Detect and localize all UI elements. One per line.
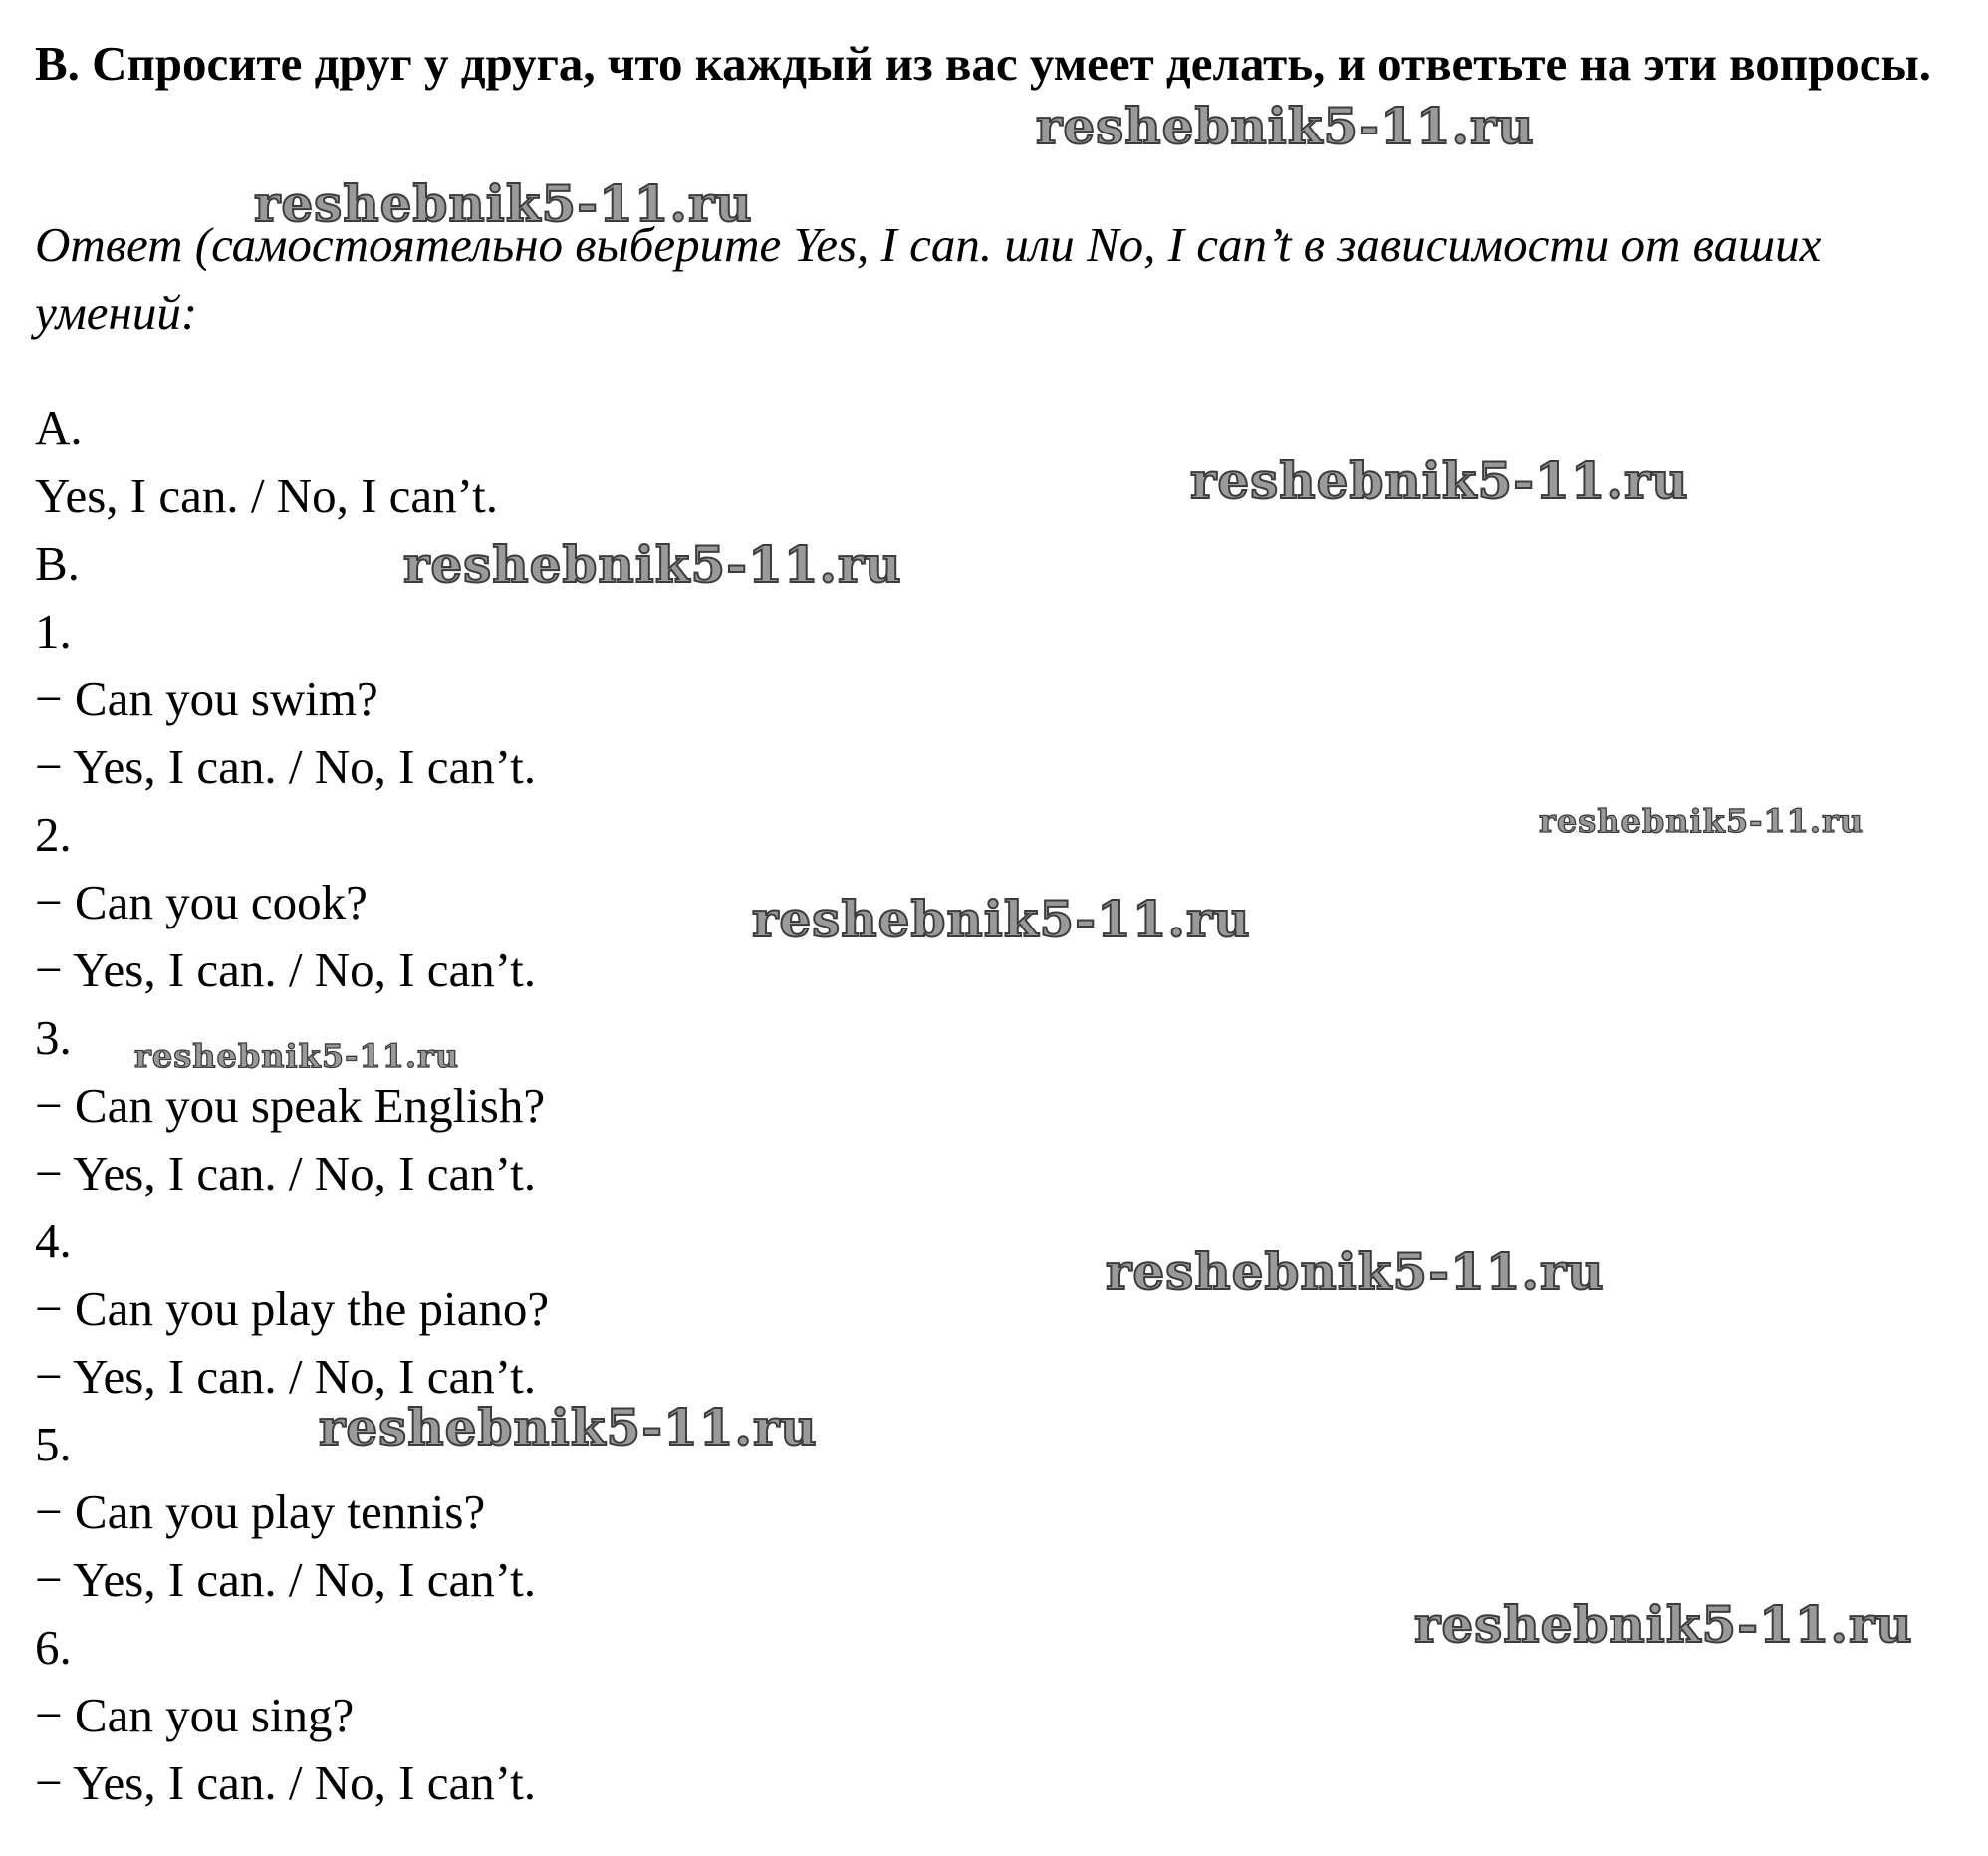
watermark: reshebnik5-11.ru [1539,802,1864,840]
item-answer: − Yes, I can. / No, I can’t. [35,1146,537,1200]
item-number: 4. [35,1213,72,1268]
watermark: reshebnik5-11.ru [134,1037,460,1075]
item-answer: − Yes, I can. / No, I can’t. [35,1552,537,1607]
section-b-label: B. [35,536,80,591]
watermark: reshebnik5-11.ru [752,890,1251,948]
watermark: reshebnik5-11.ru [1106,1242,1605,1301]
item-question: − Can you speak English? [35,1078,546,1133]
watermark: reshebnik5-11.ru [1190,451,1689,510]
item-number: 3. [35,1010,72,1065]
item-question: − Can you play tennis? [35,1484,486,1539]
item-question: − Can you swim? [35,671,378,726]
item-number: 5. [35,1417,72,1471]
section-a-answer: Yes, I can. / No, I can’t. [35,468,498,523]
item-answer: − Yes, I can. / No, I can’t. [35,739,537,794]
watermark: reshebnik5-11.ru [254,174,753,233]
watermark: reshebnik5-11.ru [319,1398,818,1457]
item-question: − Can you play the piano? [35,1281,550,1336]
answer-intro: Ответ (самостоятельно выберите Yes, I can. или No, I can’t в зависимости от ваших умений: [35,217,1822,340]
item-answer: − Yes, I can. / No, I can’t. [35,942,537,997]
watermark: reshebnik5-11.ru [403,535,902,594]
task-heading: B. Спросите друг у друга, что каждый из вас умеет делать, и ответьте на эти вопросы. [35,36,1932,91]
item-answer: − Yes, I can. / No, I can’t. [35,1349,537,1404]
section-a-label: A. [35,400,83,455]
item-number: 2. [35,807,72,862]
item-question: − Can you sing? [35,1688,355,1742]
item-number: 6. [35,1620,72,1675]
item-answer: − Yes, I can. / No, I can’t. [35,1755,537,1810]
item-question: − Can you cook? [35,875,368,929]
watermark: reshebnik5-11.ru [1036,97,1535,155]
watermark: reshebnik5-11.ru [1414,1595,1913,1654]
item-number: 1. [35,604,72,659]
